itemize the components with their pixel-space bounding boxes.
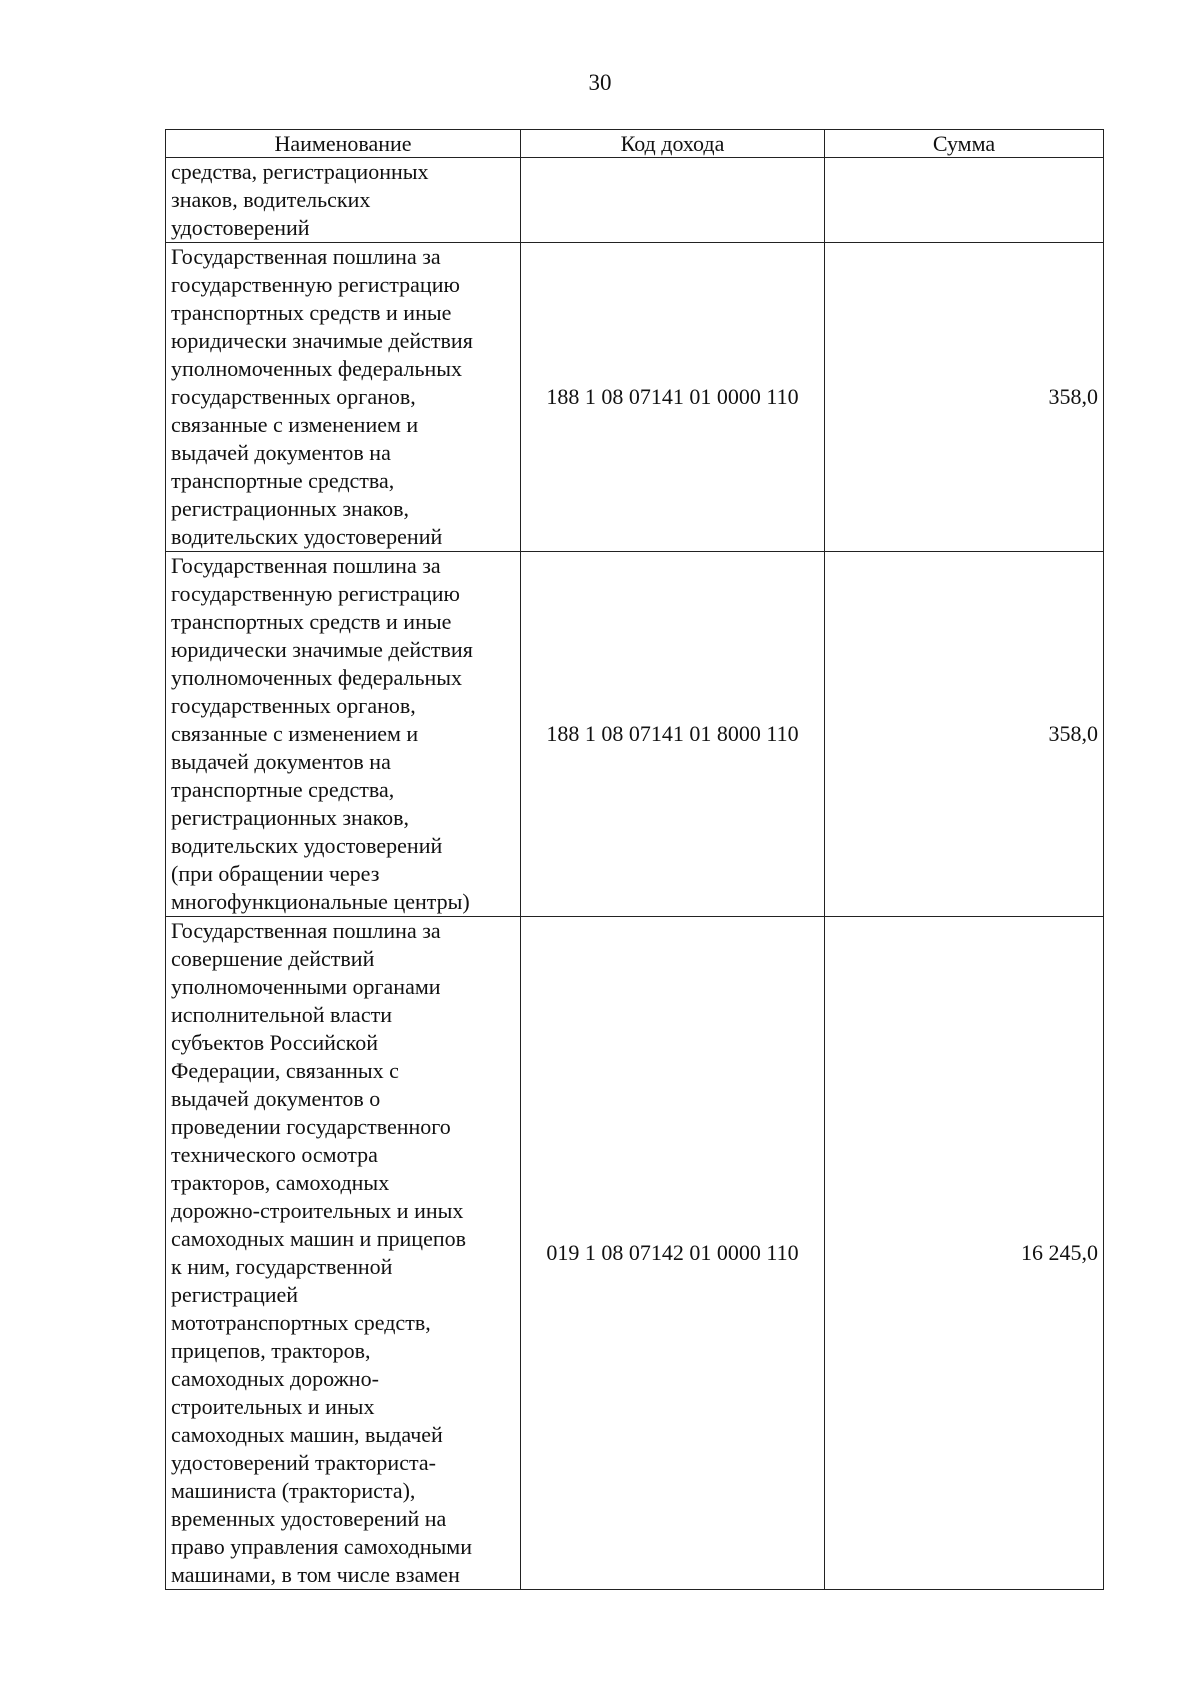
table-row (166, 552, 1104, 917)
row-name: Государственная пошлина за государственную регистрацию транспортных средств и иные юридически значимые действия уполномоченных федеральных государственных органов, связанные с изменением и выдачей документов на транспортные средства, регистрационных знаков, водительских удостоверений (166, 243, 521, 552)
table-row (166, 917, 1104, 1590)
table-row (166, 158, 1104, 243)
header-sum: Сумма (825, 130, 1104, 158)
header-name: Наименование (166, 130, 521, 158)
row-sum: 16 245,0 (825, 917, 1104, 1590)
row-code: 188 1 08 07141 01 0000 110 (521, 243, 825, 552)
revenue-table (165, 129, 1104, 1590)
row-name: Государственная пошлина за государственную регистрацию транспортных средств и иные юридически значимые действия уполномоченных федеральных государственных органов, связанные с изменением и выдачей документов на транспортные средства, регистрационных знаков, водительских удостоверений (при обращении через многофункциональные центры) (166, 552, 521, 917)
header-code: Код дохода (521, 130, 825, 158)
table-row (166, 243, 1104, 552)
row-code: 019 1 08 07142 01 0000 110 (521, 917, 825, 1590)
row-sum: 358,0 (825, 552, 1104, 917)
row-code: 188 1 08 07141 01 8000 110 (521, 552, 825, 917)
row-sum: 358,0 (825, 243, 1104, 552)
page-number: 30 (588, 70, 612, 95)
row-name: Государственная пошлина за совершение действий уполномоченными органами исполнительной власти субъектов Российской Федерации, связанных с выдачей документов о проведении государственного технического осмотра тракторов, самоходных дорожно-строительных и иных самоходных машин и прицепов к ним, государственной регистрацией мототранспортных средств, прицепов, тракторов, самоходных дорожно- строительных и иных самоходных машин, выдачей удостоверений тракториста- машиниста (тракториста), временных удостоверений на право управления самоходными машинами, в том числе взамен (166, 917, 521, 1590)
row-code (521, 158, 825, 243)
table-header-row (166, 130, 1104, 158)
row-name: средства, регистрационных знаков, водительских удостоверений (166, 158, 521, 243)
row-sum (825, 158, 1104, 243)
